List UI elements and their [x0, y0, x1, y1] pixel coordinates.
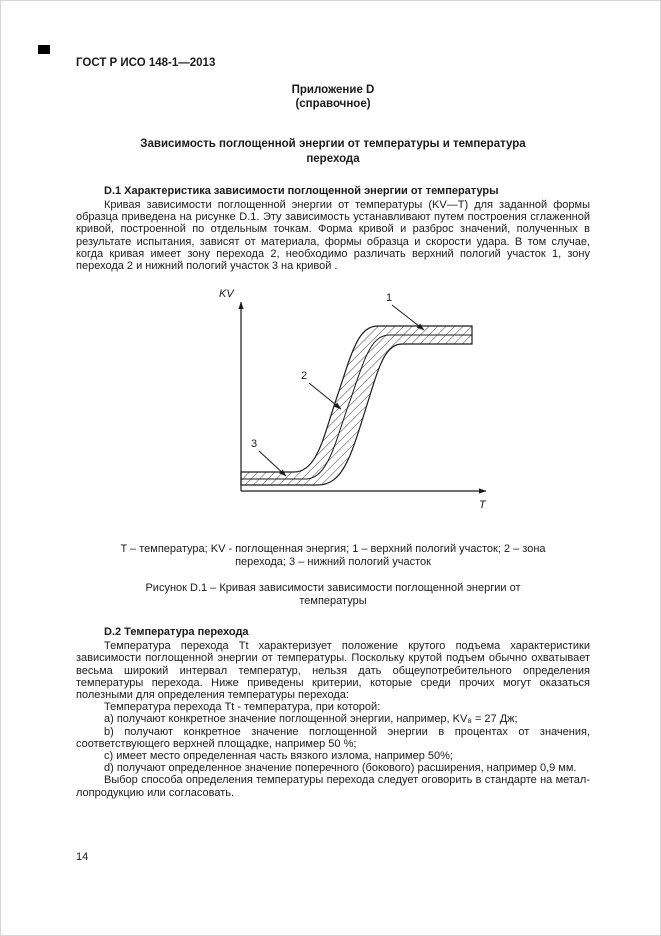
- figure-caption: Рисунок D.1 – Кривая зависимости зависимости поглощенной энергии от температуры: [145, 582, 521, 608]
- section-d2-item-a: a) получают конкретное значение поглощенной энергии, например, KV₈ = 27 Дж;: [104, 713, 518, 726]
- page-number: 14: [76, 851, 89, 863]
- section-d1-paragraph: Кривая зависимости поглощенной энергии от температуры (KV—T) для заданной формы образца приведена на рисунке D.1. Эту зависимость устанавливают путем построения сглаженной кривой, построенной по отдельным точкам. Форма кривой и разброс значений, полученных в результате испытания, зависят от материала, формы образца и скорости удара. В том случае, когда кривая имеет зону перехода 2, необходимо различать верхний пологий участок 1, зону перехода 2 и нижний пологий участок 3 на кривой .: [76, 199, 590, 273]
- section-d2-item-c: c) имеет место определенная часть вязкого излома, например 50%;: [104, 750, 453, 763]
- section-d2-item-b: b) получают конкретное значение поглощенной энергии в процентах от значения, соответствующего верхней площадке, например 50 %;: [76, 725, 590, 750]
- section-d2-closing: Выбор способа определения температуры перехода следует оговорить в стандарте на метал-лопродукцию или согласовать.: [76, 774, 590, 799]
- document-code: ГОСТ Р ИСО 148-1—2013: [76, 57, 216, 69]
- registration-mark: [38, 45, 50, 54]
- appendix-subtitle: (справочное): [295, 98, 371, 110]
- callout-2-label: 2: [301, 370, 308, 383]
- figure-legend: T – температура; KV - поглощенная энергия; 1 – верхний пологий участок; 2 – зона перехода; 3 – нижний пологий участок: [120, 543, 546, 569]
- scatter-band: [241, 326, 472, 485]
- section-d2-paragraph: Температура перехода Тt характеризует положение крутого подъема характеристики зависимости поглощенной энергии от температуры. Поскольку крутой подъем обычно охватывает весьма широкий интервал температур, нельзя дать общеупотребительного определения температуры перехода. Ниже приведены критерии, которые среди прочих могут оказаться полезными для определения температуры перехода:: [76, 640, 590, 702]
- appendix-heading: Зависимость поглощенной энергии от температуры и температура перехода: [140, 138, 526, 165]
- figure-d1-canvas: [206, 286, 590, 527]
- figure-d1: [76, 286, 590, 608]
- callout-3-label: 3: [251, 438, 258, 451]
- callout-1-label: 1: [386, 292, 393, 305]
- appendix-title: Приложение D: [291, 84, 375, 96]
- section-d1-heading: D.1 Характеристика зависимости поглощенной энергии от температуры: [104, 185, 499, 197]
- section-d2-item-d: d) получают определенное значение поперечного (бокового) расширения, например 0,9 мм.: [104, 762, 577, 775]
- page-content: [76, 57, 590, 799]
- section-d2-intro: Температура перехода Тt - температура, при которой:: [104, 701, 381, 714]
- y-axis-label: KV: [219, 288, 234, 301]
- x-axis-label: T: [479, 499, 486, 512]
- section-d2-heading: D.2 Температура перехода: [104, 626, 249, 639]
- callout-2-leader: [309, 383, 341, 409]
- transition-curve-chart: [206, 286, 506, 522]
